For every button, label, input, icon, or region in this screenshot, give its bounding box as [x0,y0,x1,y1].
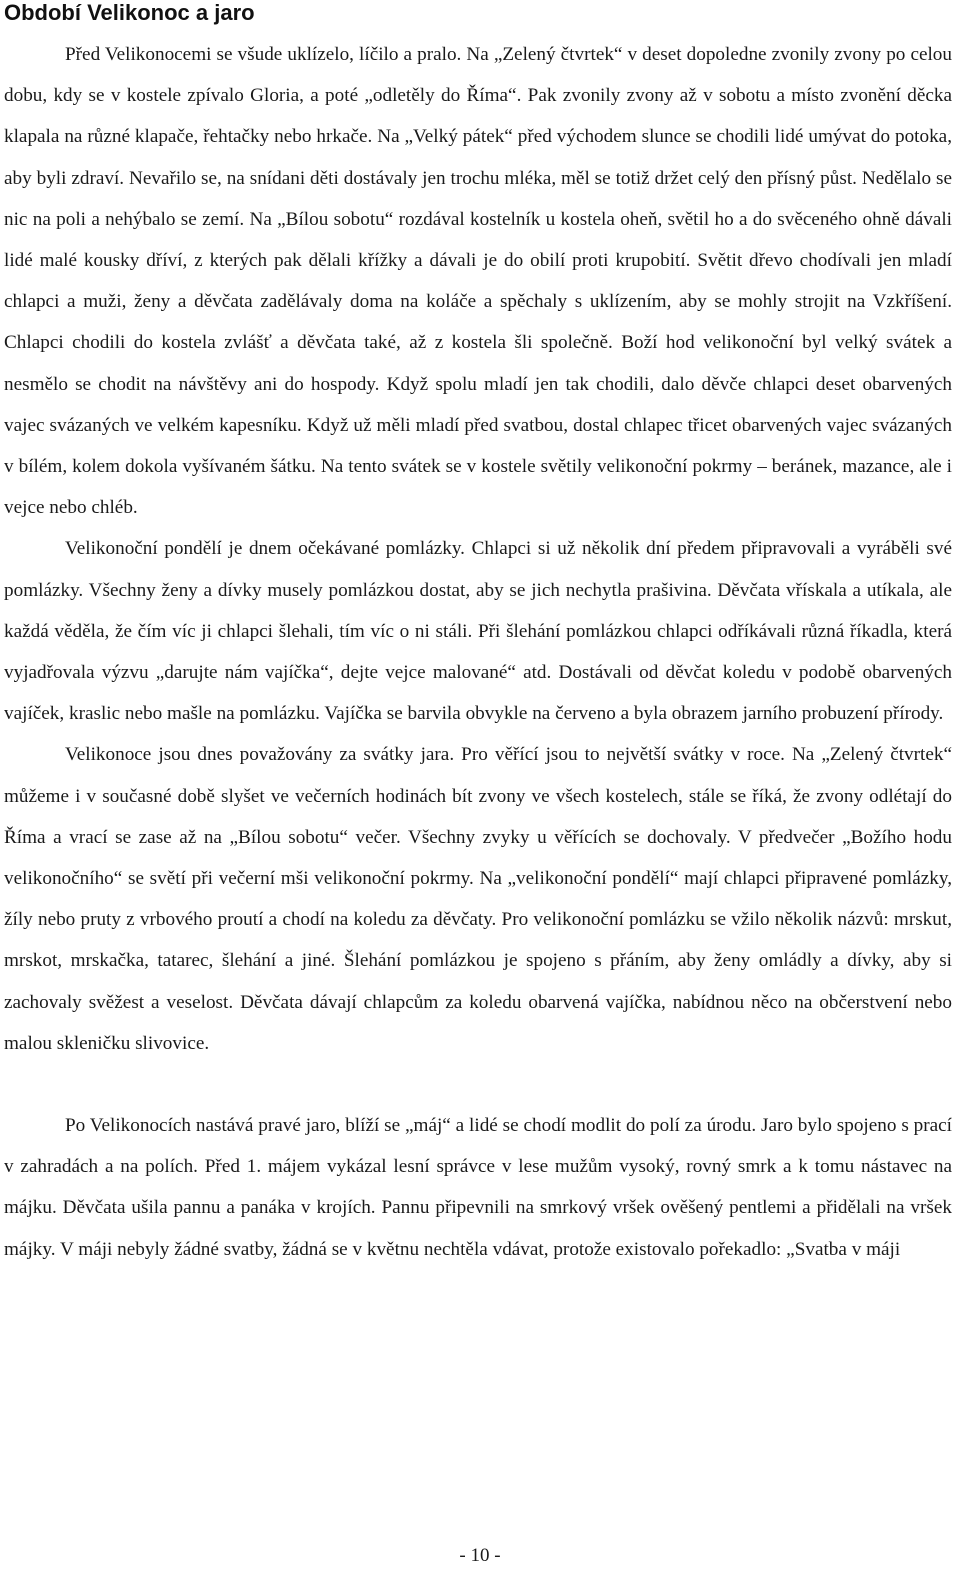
paragraph-spacer [4,1064,952,1105]
body-text [4,34,952,1270]
paragraph-easter-monday: Velikonoční pondělí je dnem očekávané pomlázky. Chlapci si už několik dní předem připravovali a vyráběli své pomlázky. Všechny ženy a dívky musely pomlázkou dostat, aby se jich nechytla prašivina. Děvčata vřískala a utíkala, ale každá věděla, že čím víc ji chlapci šlehali, tím víc o ni stáli. Při šlehání pomlázkou chlapci odříkávali různá říkadla, která vyjadřovala výzvu „darujte nám vajíčka“, dejte vejce malované“ atd. Dostávali od děvčat koledu v podobě obarvených vajíček, kraslic nebo mašle na pomlázku. Vajíčka se barvila obvykle na červeno a byla obrazem jarního probuzení přírody. [4,538,952,725]
paragraph-spring: Po Velikonocích nastává pravé jaro, blíží se „máj“ a lidé se chodí modlit do polí za úrodu. Jaro bylo spojeno s prací v zahradách a na polích. Před 1. májem vykázal lesní správce v lese mužům vysoký, rovný smrk a k tomu nástavec na májku. Děvčata ušila pannu a panáka v krojích. Pannu připevnili na smrkový vršek ověšený pentlemi a přidělali na vršek májky. V máji nebyly žádné svatby, žádná se v květnu nechtěla vdávat, protože existovalo pořekadlo: „Svatba v máji [4,1115,952,1260]
paragraph-easter-customs: Před Velikonocemi se všude uklízelo, líčilo a pralo. Na „Zelený čtvrtek“ v deset dopoledne zvonily zvony po celou dobu, kdy se v kostele zpívalo Gloria, a poté „odletěly do Říma“. Pak zvonily zvony až v sobotu a místo zvonění děcka klapala na různé klapače, řehtačky nebo hrkače. Na „Velký pátek“ před východem slunce se chodili lidé umývat do potoka, aby byli zdraví. Nevařilo se, na snídani děti dostávaly jen trochu mléka, měl se totiž držet celý den přísný půst. Nedělalo se nic na poli a nehýbalo se zemí. Na „Bílou sobotu“ rozdával kostelník u kostela oheň, světil ho a do svěceného ohně dávali lidé malé kousky dříví, z kterých pak dělali křížky a dávali je do obilí proti krupobití. Světit dřevo chodívali jen mladí chlapci a muži, ženy a děvčata zadělávaly doma na koláče a spěchaly s uklízením, aby se mohly strojit na Vzkříšení. Chlapci chodili do kostela zvlášť a děvčata také, až z kostela šli společně. Boží hod velikonoční byl velký svátek a nesmělo se chodit na návštěvy ani do hospody. Když spolu mladí jen tak chodili, dalo děvče chlapci deset obarvených vajec svázaných ve velkém kapesníku. Když už měli mladí před svatbou, dostal chlapec třicet obarvených vajec svázaných v bílém, kolem dokola vyšívaném šátku. Na tento svátek se v kostele světily velikonoční pokrmy – beránek, mazance, ale i vejce nebo chléb. [4,44,952,519]
section-heading: Období Velikonoc a jaro [4,0,255,25]
paragraph-easter-today: Velikonoce jsou dnes považovány za svátky jara. Pro věřící jsou to největší svátky v roce. Na „Zelený čtvrtek“ můžeme i v současné době slyšet ve večerních hodinách bít zvony ve všech kostelech, stále se říká, že zvony odlétají do Říma a vrací se zase až na „Bílou sobotu“ večer. Všechny zvyky u věřících se dochovaly. V předvečer „Božího hodu velikonočního“ se světí při večerní mši velikonoční pokrmy. Na „velikonoční pondělí“ mají chlapci připravené pomlázky, žíly nebo pruty z vrbového proutí a chodí na koledu za děvčaty. Pro velikonoční pomlázku se vžilo několik názvů: mrskut, mrskot, mrskačka, tatarec, šlehání a jiné. Šlehání pomlázkou je spojeno s přáním, aby ženy omládly a dívky, aby si zachovaly svěžest a veselost. Děvčata dávají chlapcům za koledu obarvená vajíčka, nabídnou něco na občerstvení nebo malou skleničku slivovice. [4,744,952,1054]
page-number: - 10 - [459,1545,501,1566]
